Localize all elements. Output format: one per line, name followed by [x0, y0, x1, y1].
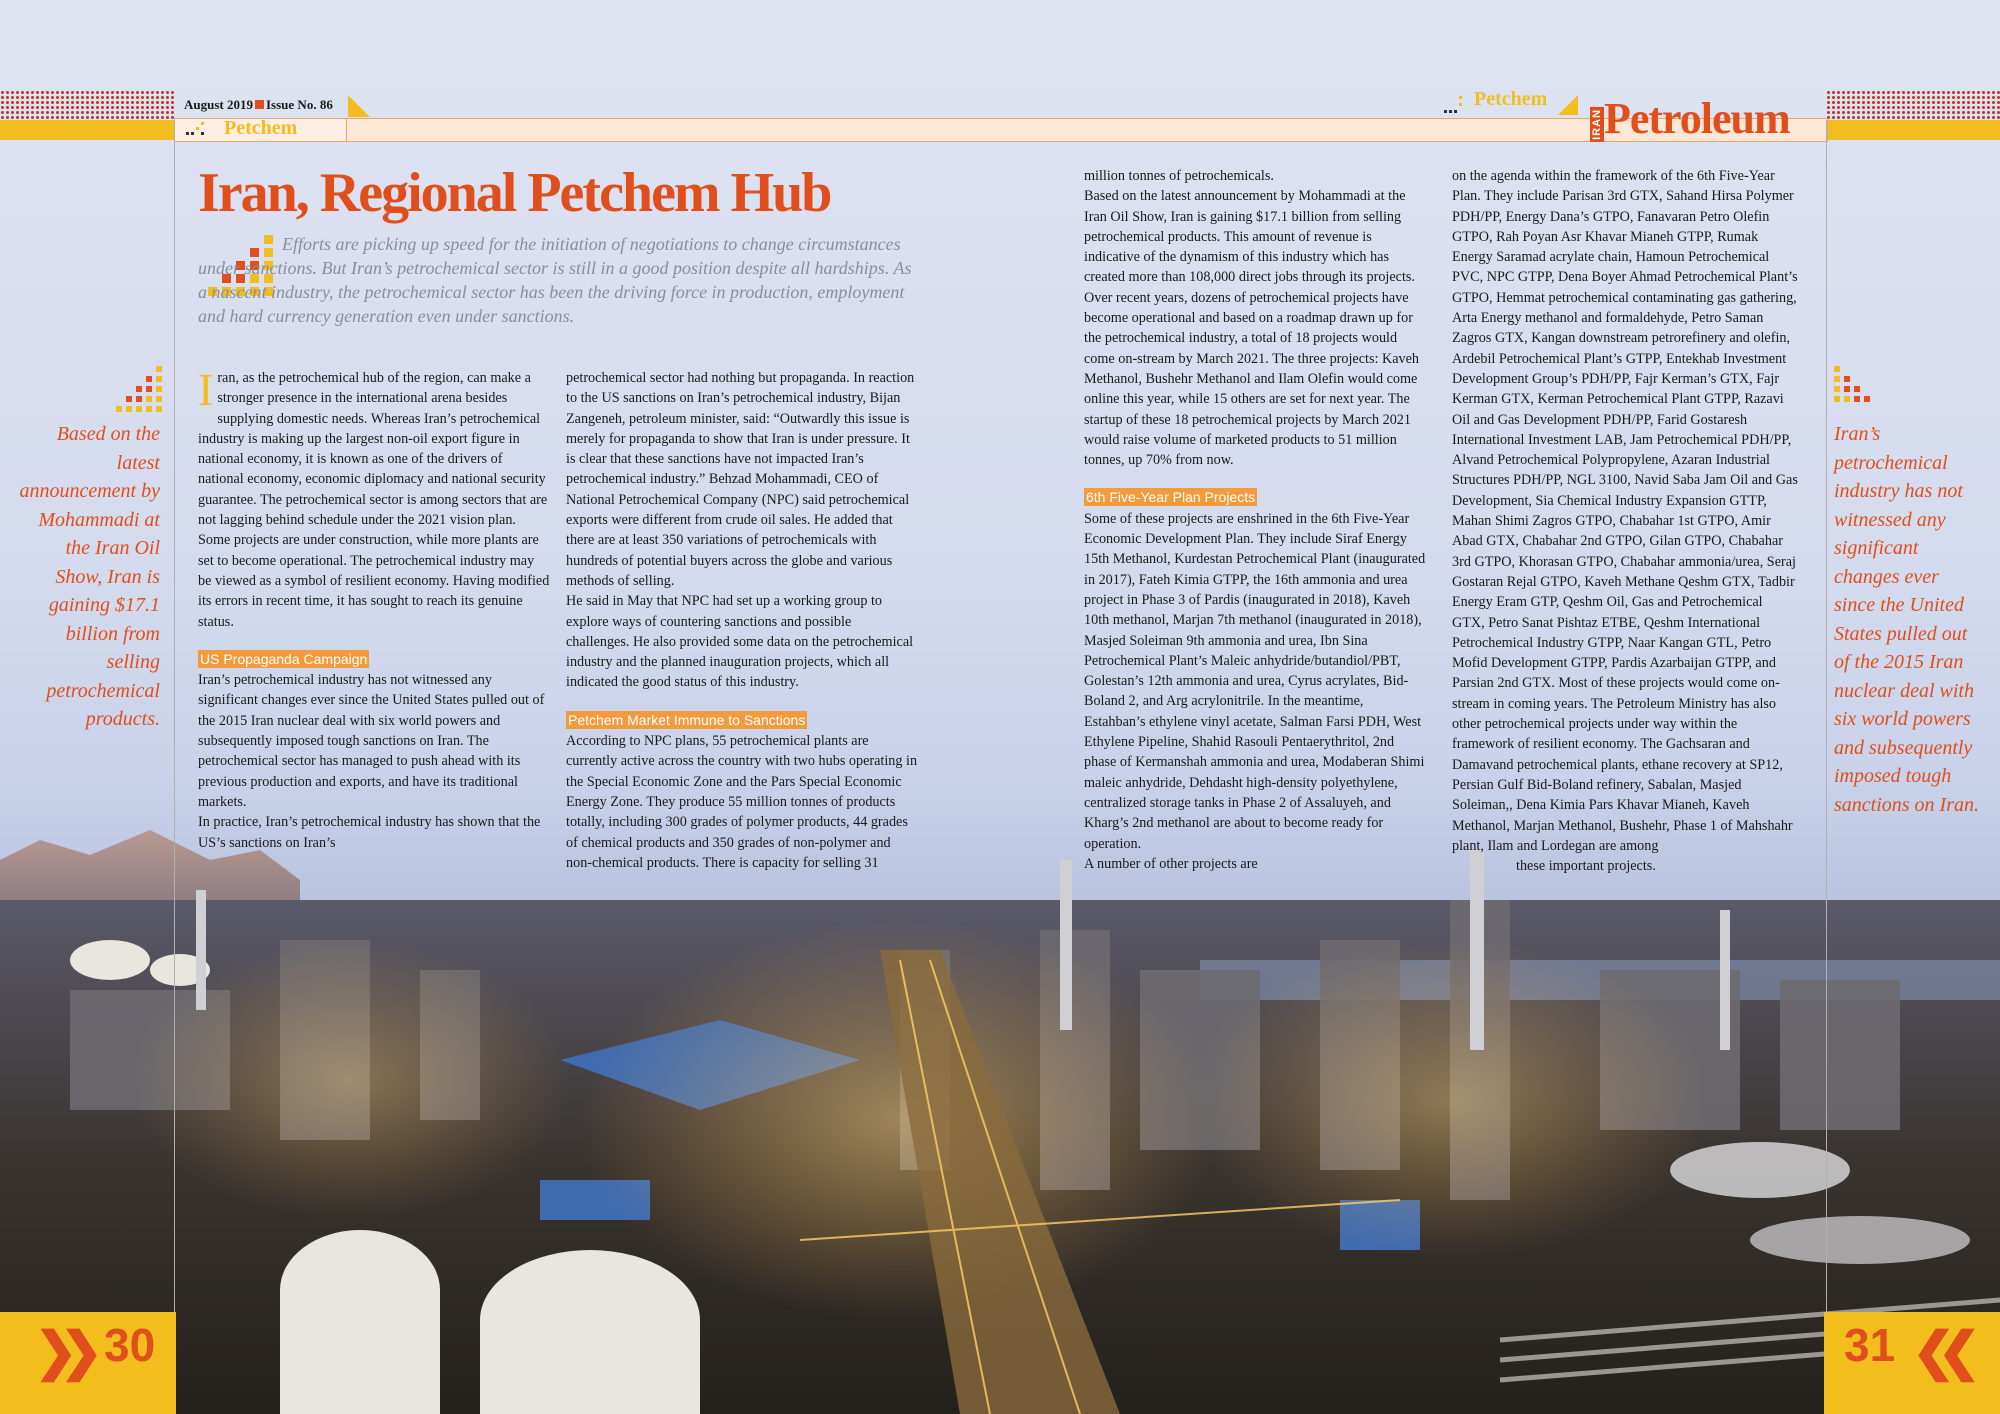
- paragraph: He said in May that NPC had set up a working group to explore ways of countering sanctions and possible challenges. He also provided some data on the petrochemical industry and the planned inauguration projects, which all indicated the good status of this industry.: [566, 593, 914, 691]
- drop-cap: I: [198, 364, 214, 415]
- paragraph: million tonnes of petrochemicals.: [1084, 168, 1274, 184]
- logo-iran: IRAN: [1591, 109, 1603, 140]
- article-lead: Efforts are picking up speed for the initiation of negotiations to change circumstances under sanctions. But Iran’s petrochemical sector is still in a good position despite all hardships. As a nascent industry, the petrochemical sector has been the driving force in production, employment and hard currency generation even under sanctions.: [198, 234, 912, 326]
- page-number-right: 31: [1844, 1319, 1896, 1371]
- header-dots-right: [1826, 90, 2000, 120]
- subheading-five-year-plan: 6th Five-Year Plan Projects: [1086, 489, 1256, 506]
- issue-info: [184, 97, 333, 113]
- paragraph: Some of these projects are enshrined in the 6th Five-Year Economic Development Plan. They include Siraf Energy 15th Methanol, Kurdestan Petrochemical Plant (inaugurated in 2017), Fateh Kimia GTPP, the 16th ammonia and urea project in Phase 3 of Pardis (inaugurated in 2018), Kaveh 10th methanol, Marjan 7th methanol (inaugurated in 2018), Masjed Soleiman 9th ammonia and urea, Ibn Sina Petrochemical Plant’s Maleic anhydride/butandiol/PBT, Golestan’s 12th ammonia and urea, Cyrus acrylates, Bid-Boland 2, and Arg acrylonitrile. In the meantime, Estahban’s ethylene vinyl acetate, Salman Farsi PDH, West Ethylene Pipeline, Shahid Rasouli Pentaerythritol, 2nd phase of Kermanshah ammonia and urea, Modaberan Shimi maleic anhydride, Dehdasht high-density polyethylene, centralized storage tanks in Phase 2 of Assaluyeh, and Kharg’s 2nd methanol are about to become ready for operation.: [1084, 510, 1426, 852]
- subheading-market-immune: Petchem Market Immune to Sanctions: [568, 711, 806, 728]
- magazine-logo: [1590, 88, 1790, 142]
- header-bar-left: [0, 120, 174, 140]
- section-label-right: Petchem: [1474, 88, 1548, 110]
- column-1: [198, 364, 550, 853]
- chevron-left-icon: ❮❮: [1912, 1323, 1964, 1381]
- section-dots-right-icon: [1444, 96, 1464, 114]
- paragraph: According to NPC plans, 55 petrochemical plants are currently active across the country with two hubs operating in the Special Economic Zone and the Pars Special Economic Energy Zone. They produce 55 million tonnes of products totally, including 300 grades of polymer products, 44 grades of chemical products and 350 grades of non-polymer and non-chemical products. There is capacity for selling 31: [566, 733, 918, 871]
- column-4: [1452, 166, 1798, 876]
- section-label-left: Petchem: [224, 117, 298, 139]
- pullquote-right: Iran’s petrochemical industry has not witnessed any significant changes ever since the United States pulled out of the 2015 Iran nuclear deal with six world powers and subsequently imposed tough sanctions on Iran.: [1834, 423, 1979, 816]
- chevron-right-icon: ❯❯: [34, 1323, 86, 1381]
- issue-date: August 2019: [184, 97, 253, 112]
- separator-square-icon: [255, 100, 264, 109]
- header-bar-right: [1826, 120, 2000, 140]
- issue-number: Issue No. 86: [266, 97, 333, 112]
- column-2: [566, 368, 918, 873]
- margin-line-right: [1826, 120, 1827, 1410]
- paragraph: A number of other projects are: [1084, 855, 1258, 872]
- header-triangle-left-icon: [348, 95, 370, 117]
- paragraph: Iran’s petrochemical industry has not witnessed any significant changes ever since the United States pulled out of the 2015 Iran nuclear deal with six world powers and subsequently imposed tough sanctions on Iran. The petrochemical sector has managed to push ahead with its previous production and exports, and have its traditional markets.: [198, 672, 545, 810]
- logo-petroleum: Petroleum: [1604, 94, 1790, 143]
- section-dots-left-icon: [186, 122, 206, 138]
- refinery-photo: [0, 820, 2000, 1414]
- header-dots-left: [0, 90, 174, 120]
- margin-line-left: [174, 120, 175, 1410]
- article-title: Iran, Regional Petchem Hub: [198, 162, 831, 224]
- paragraph: In practice, Iran’s petrochemical industry has shown that the US’s sanctions on Iran’s: [198, 814, 541, 851]
- paragraph: on the agenda within the framework of the 6th Five-Year Plan. They include Parisan 3rd GTX, Sahand Hirsa Polymer PDH/PP, Energy Dana’s GTPO, Fanavaran Petro Olefin GTPO, Rah Poyan Asr Khavar Mianeh GTPP, Rumak Energy Saramad acrylate chain, Hamoun Petrochemical PVC, NPC GTPP, Dena Boyer Ahmad Petrochemical Plant’s GTPO, Hemmat petrochemical contaminating gas gathering, Arta Energy methanol and formaldehyde, Petro Saman Zagros GTX, Kangan downstream petrorefinery and olefin, Ardebil Petrochemical Plant’s GTPP, Entekhab Investment Development Group’s PDH/PP, Fajr Kerman’s GTX, Fajr Kerman GTX, Kerman Petrochemical Plant GTPP, Razavi Oil and Gas Development PDH/PP, Farid Gostaresh International Investment LAB, Jam Petrochemical PDH/PP, Alvand Petrochemical Polypropylene, Azaran Industrial Structures PDH/PP, NGL 3100, Navid Saba Jam Oil and Gas Development, Sia Chemical Industry Expansion GTTP, Mahan Shimi Zagros GTPO, Chabahar 1st GTPO, Amir Abad GTX, Chabahar 2nd GTPO, Gilan GTPO, Chabahar 3rd GTPO, Khorasan GTPO, Chabahar ammonia/urea, Seraj Gostaran Rejal GTPO, Kaveh Methane Qeshm GTX, Tadbir Energy Eram GTP, Qeshm Oil, Gas and Petrochemical GTX, Petro Sanat Pishtaz ETBE, Qeshm International Petrochemical Industry GTPP, Naar Kangan GTL, Petro Mofid Development GTPP, Pardis Azarbaijan GTPP, and Parsian 2nd GTX. Most of these projects would come on-stream in coming years. The Petroleum Ministry has also other petrochemical projects under way within the framework of resilient economy. The Gachsaran and Damavand petrochemical plants, ethane recovery at SP12, Persian Gulf Bid-Boland refinery, Sabalan, Masjed Soleiman,, Dena Kimia Pars Khavar Mianeh, Kaveh Methanol, Marjan Methanol, Bushehr, Phase 1 of Mahshahr plant, Ilam and Lordegan are among: [1452, 168, 1798, 854]
- pullquote-left: Based on the latest announcement by Mohammadi at the Iran Oil Show, Iran is gaining $17.1 billion from selling petrochemical products.: [19, 423, 160, 730]
- pullquote-dots-right-icon: [1834, 366, 1890, 414]
- subheading-us-propaganda: US Propaganda Campaign: [200, 650, 368, 667]
- paragraph: Based on the latest announcement by Mohammadi at the Iran Oil Show, Iran is gaining $17.1 billion from selling petrochemical products. This amount of revenue is indicative of the dynamism of this industry which has created more than 108,000 direct jobs through its projects. Over recent years, dozens of petrochemical projects have become operational and based on a roadmap drawn up for the petrochemical industry, a total of 18 projects would come on-stream by March 2021. The three projects: Kaveh Methanol, Bushehr Methanol and Ilam Olefin would come online this year, while 15 others are set for next year. The startup of these 18 petrochemical projects by March 2021 would raise volume of marketed products to 51 million tonnes, up 70% from now.: [1084, 188, 1419, 469]
- page-number-left: 30: [104, 1319, 156, 1371]
- pullquote-dots-left-icon: [108, 366, 164, 414]
- paragraph: these important projects.: [1516, 858, 1656, 875]
- paragraph: Iran, as the petrochemical hub of the region, can make a stronger presence in the international arena besides supplying domestic needs. Whereas Iran’s petrochemical industry is making up the largest non-oil export figure in national economy, it is known as one of the drivers of national economy, economic diplomacy and national security guarantee. The petrochemical sector is among sectors that are not lagging behind schedule under the 2021 vision plan. Some projects are under construction, while more plants are set to become operational. The petrochemical industry may be viewed as a symbol of resilient economy. Having modified its errors in recent time, it has sought to reach its genuine status.: [198, 364, 550, 630]
- column-3: [1084, 166, 1426, 874]
- paragraph: petrochemical sector had nothing but propaganda. In reaction to the US sanctions on Iran’s petrochemical industry, Bijan Zangeneh, petroleum minister, said: “Outwardly this issue is merely for propaganda to show that Iran is under pressure. It is clear that these sanctions have not impacted Iran’s petrochemical industry.” Behzad Mohammadi, CEO of National Petrochemical Company (NPC) said petrochemical exports were different from crude oil sales. He added that there are at least 350 variations of petrochemicals with hundreds of potential buyers across the globe and various methods of selling.: [566, 370, 915, 589]
- header-triangle-right-icon: [1558, 95, 1578, 115]
